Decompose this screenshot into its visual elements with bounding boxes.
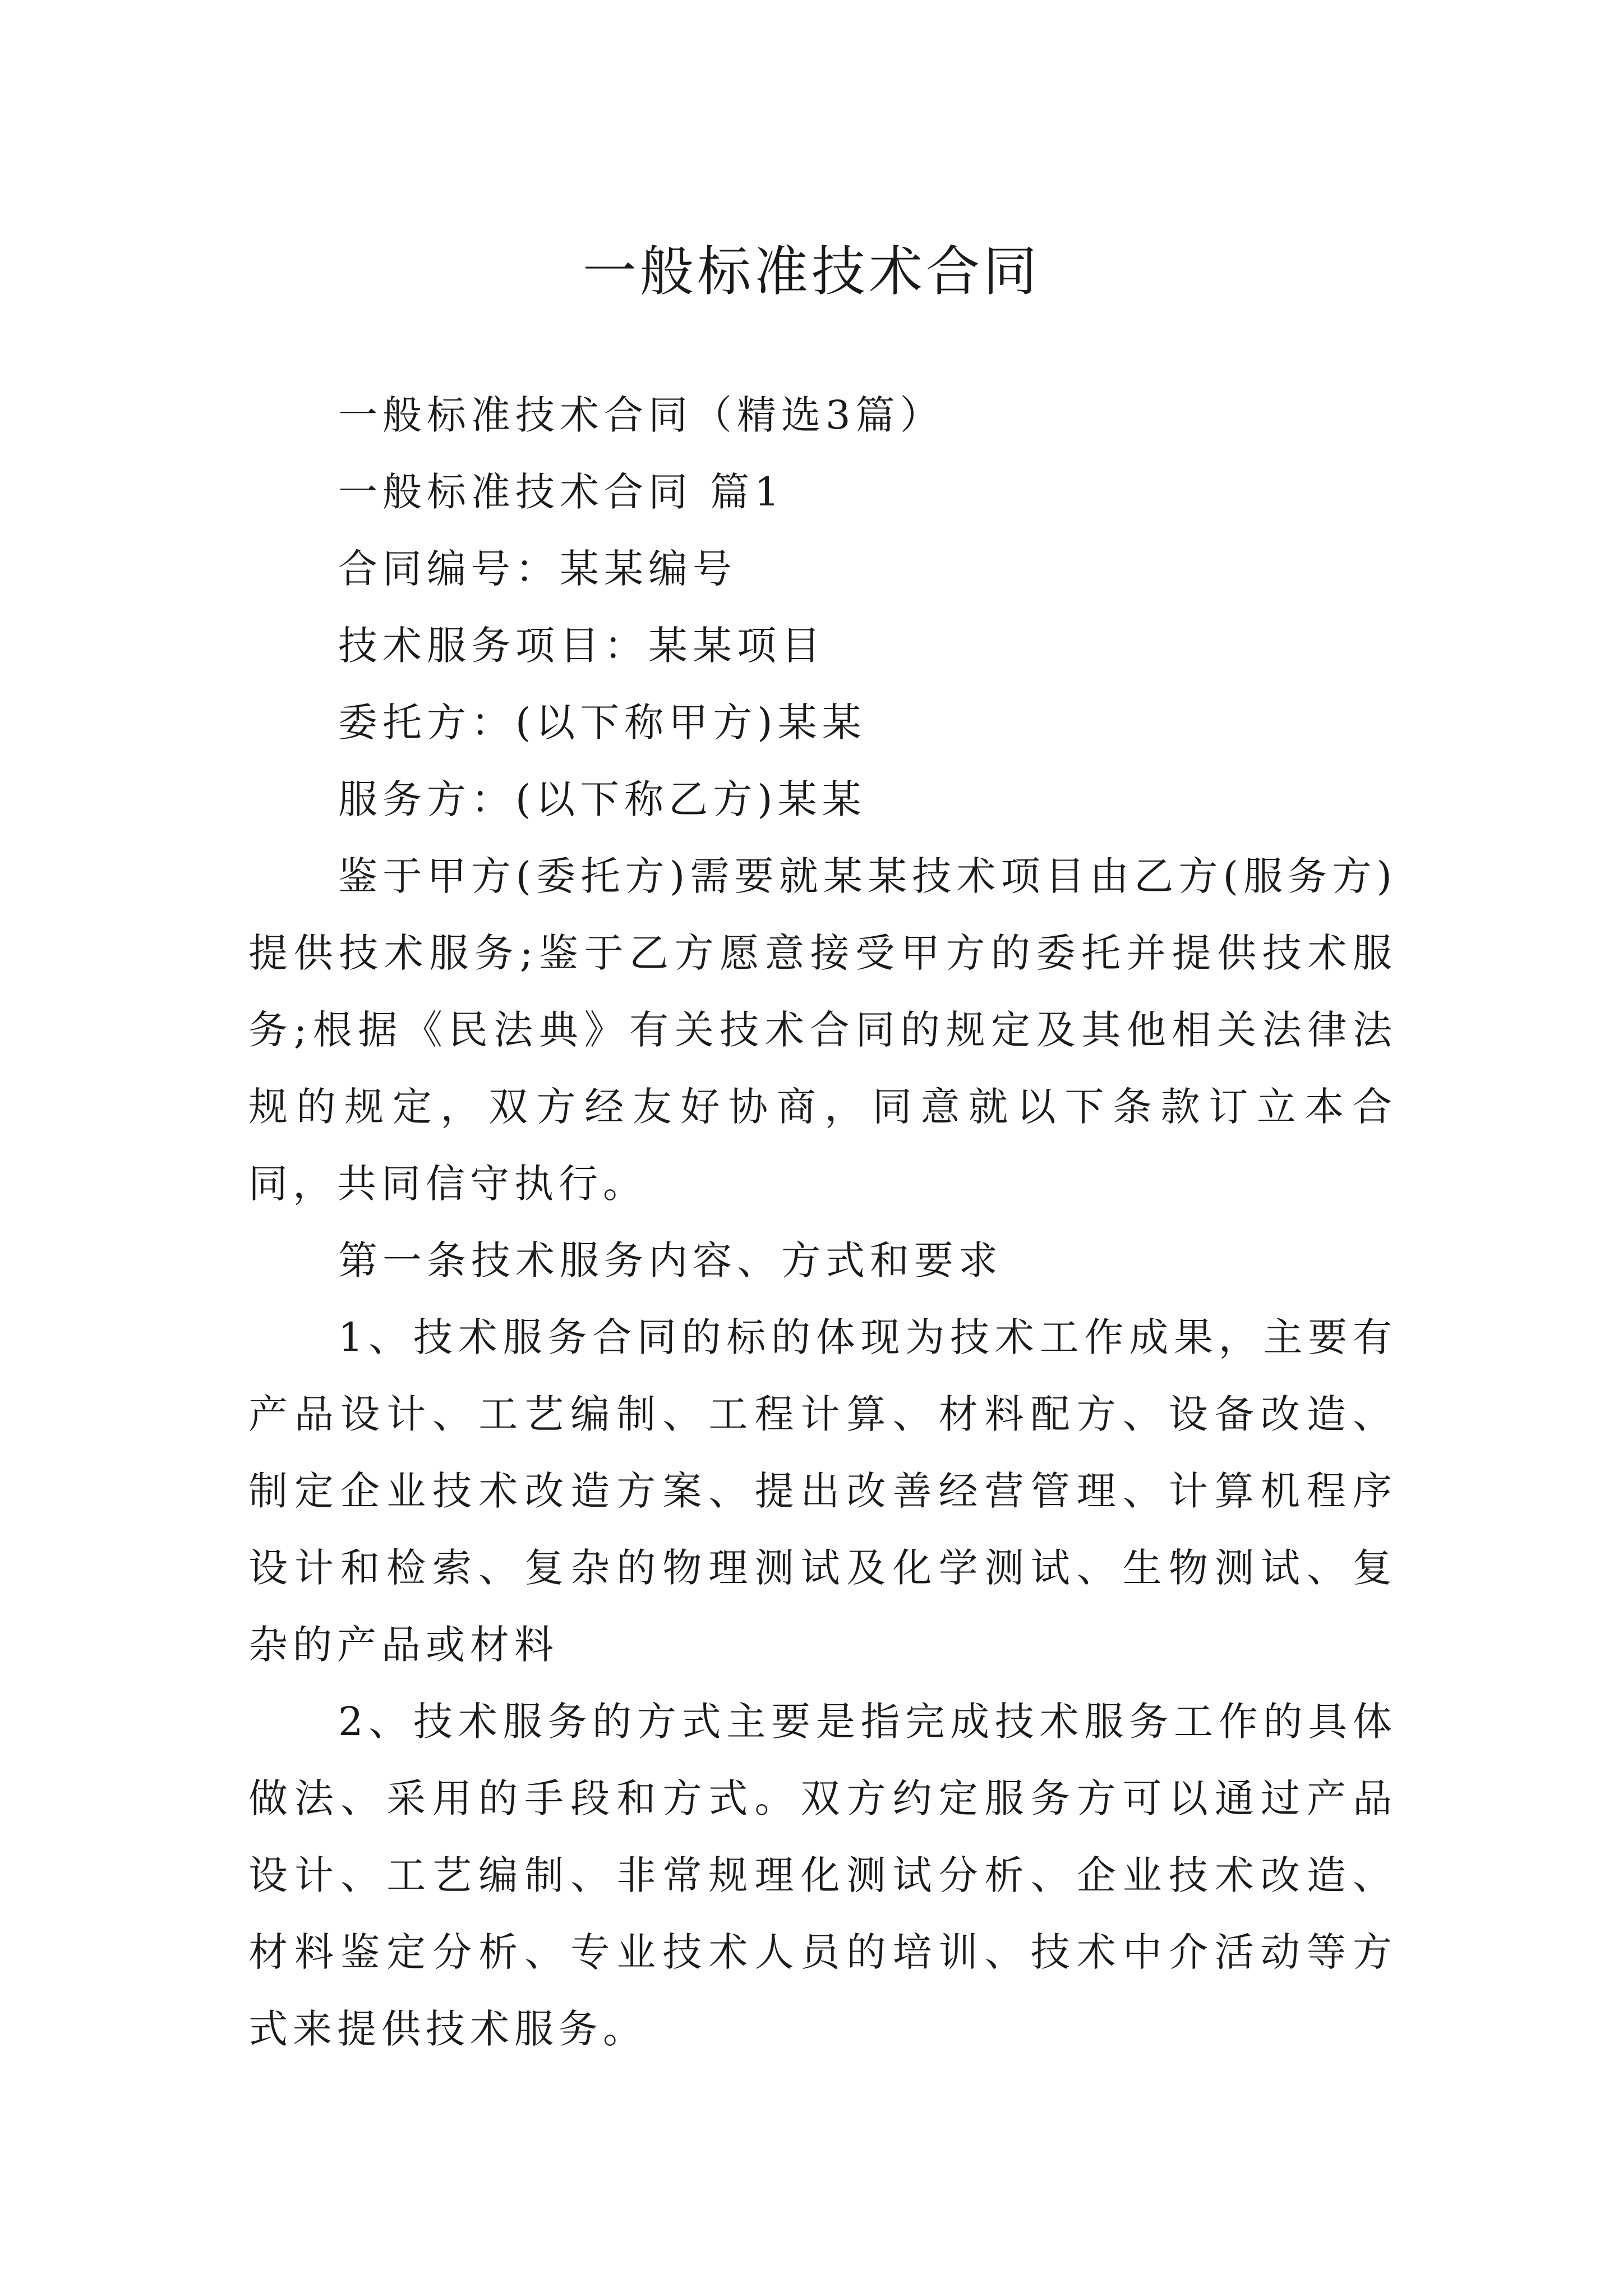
contract-number-line: 合同编号：某某编号 <box>338 546 737 592</box>
preamble-paragraph: 鉴于甲方(委托方)需要就某某技术项目由乙方(服务方)提供技术服务;鉴于乙方愿意接受甲方的委托并提供技术服务;根据《民法典》有关技术合同的规定及其他相关法律法规的规定，双方经友好协商，同意就以下条款订立本合同，共同信守执行。 <box>248 853 1397 1207</box>
document-title: 一般标准技术合同 <box>583 240 1040 303</box>
clause-2-paragraph: 2、技术服务的方式主要是指完成技术服务工作的具体做法、采用的手段和方式。双方约定服务方可以通过产品设计、工艺编制、非常规理化测试分析、企业技术改造、材料鉴定分析、专业技术人员的培训、技术中介活动等方式来提供技术服务。 <box>248 1699 1397 2052</box>
section-heading-part-1: 一般标准技术合同 篇1 <box>338 469 785 515</box>
service-party-line: 服务方：(以下称乙方)某某 <box>338 776 866 822</box>
document-body <box>248 377 1397 2068</box>
clause-1-paragraph: 1、技术服务合同的标的体现为技术工作成果，主要有产品设计、工艺编制、工程计算、材料配方、设备改造、制定企业技术改造方案、提出改善经营管理、计算机程序设计和检索、复杂的物理测试及化学测试、生物测试、复杂的产品或材料 <box>248 1314 1397 1668</box>
article-one-heading: 第一条技术服务内容、方式和要求 <box>338 1237 1003 1283</box>
subtitle-selected-three: 一般标准技术合同（精选3篇） <box>338 392 944 438</box>
service-project-line: 技术服务项目：某某项目 <box>338 623 826 669</box>
client-party-line: 委托方：(以下称甲方)某某 <box>338 700 866 746</box>
